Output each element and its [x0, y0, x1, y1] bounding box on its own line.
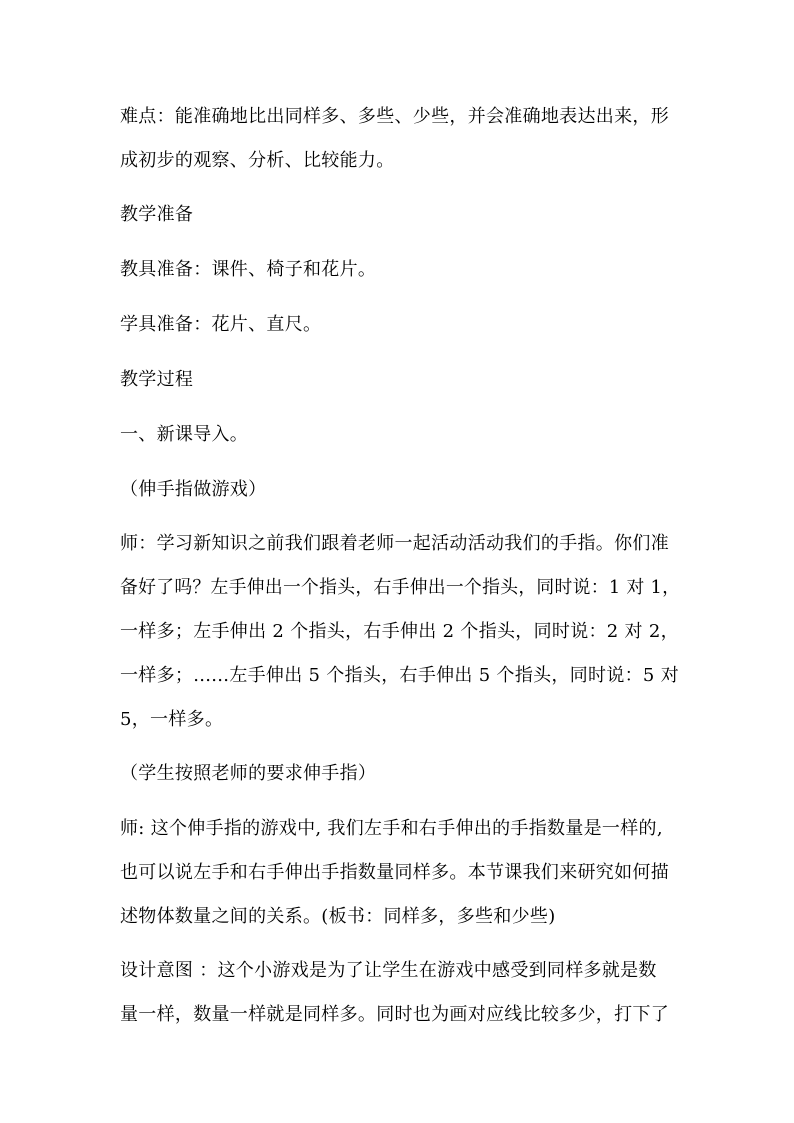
text-line: 量一样，数量一样就是同样多。同时也为画对应线比较多少，打下了 [120, 1004, 669, 1025]
text-line: （伸手指做游戏） [120, 479, 267, 500]
text-line: 5，一样多。 [120, 709, 224, 730]
section-heading: 教学过程 [120, 369, 194, 390]
text-line: 成初步的观察、分析、比较能力。 [120, 150, 395, 171]
section-heading: 一、新课导入。 [120, 424, 249, 445]
text-line: 一样多；左手伸出 2 个指头，右手伸出 2 个指头，同时说：2 对 2， [120, 621, 679, 642]
text-line: 学具准备：花片、直尺。 [120, 314, 322, 335]
text-line: （学生按照老师的要求伸手指） [120, 763, 377, 784]
text-line: 也可以说左手和右手伸出手指数量同样多。本节课我们来研究如何描 [120, 862, 669, 883]
text-line: 一样多；......左手伸出 5 个指头，右手伸出 5 个指头，同时说：5 对 [120, 665, 679, 686]
text-line: 师: 这个伸手指的游戏中, 我们左手和右手伸出的手指数量是一样的, [120, 818, 663, 839]
text-line: 述物体数量之间的关系。(板书：同样多，多些和少些) [120, 906, 556, 927]
text-line: 设计意图 ：这个小游戏是为了让学生在游戏中感受到同样多就是数 [120, 960, 657, 981]
section-heading: 教学准备 [120, 204, 194, 225]
text-line: 难点：能准确地比出同样多、多些、少些，并会准确地表达出来，形 [120, 106, 669, 127]
text-line: 备好了吗？左手伸出一个指头，右手伸出一个指头，同时说：1 对 1， [120, 577, 681, 598]
text-line: 教具准备：课件、椅子和花片。 [120, 259, 377, 280]
text-line: 师：学习新知识之前我们跟着老师一起活动活动我们的手指。你们准 [120, 533, 669, 554]
